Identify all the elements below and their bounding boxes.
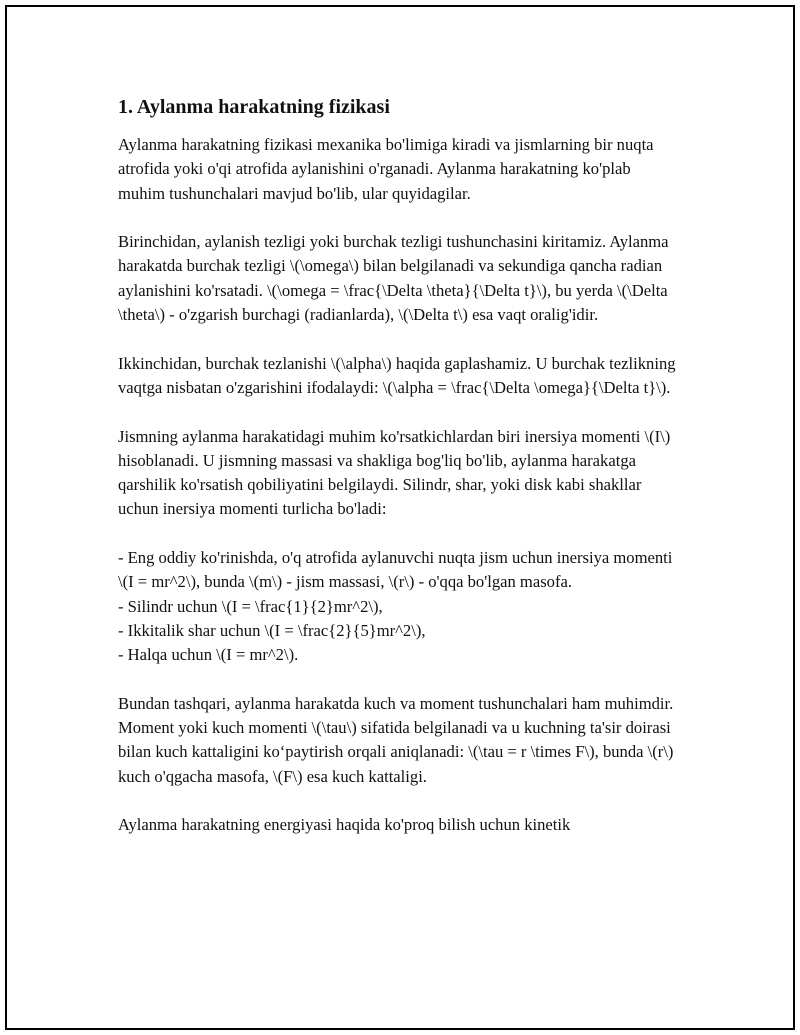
paragraph-angular-acceleration: Ikkinchidan, burchak tezlanishi \(\alpha\) haqida gaplashamiz. U burchak tezlikning vaqtga nisbatan o'zgarishini ifodalaydi: \(\alpha = \frac{\Delta \omega}{\Delta t}\). xyxy=(118,353,676,397)
section-title: 1. Aylanma harakatning fizikasi xyxy=(118,96,390,118)
paragraph-angular-velocity: Birinchidan, aylanish tezligi yoki burchak tezligi tushunchasini kiritamiz. Aylanma harakatda burchak tezligi \(\omega\) bilan belgilanadi va sekundiga qancha radian aylanishini ko'rsatadi. \(\omega = \frac{\Delta \theta}{\Delta t}\), bu yerda \(\Delta \theta\) - o'zgarish burchagi (radianlarda), \(\Delta t\) esa vaqt oralig'idir. xyxy=(118,232,669,325)
list-item: - Halqa uchun \(I = mr^2\). xyxy=(118,645,299,665)
paragraph-intro: Aylanma harakatning fizikasi mexanika bo'limiga kiradi va jismlarning bir nuqta atrofida yoki o'qi atrofida aylanishini o'rganadi. Aylanma harakatning ko'plab muhim tushunchalari mavjud bo'lib, ular quyidagilar. xyxy=(118,135,654,203)
list-item: - Silindr uchun \(I = \frac{1}{2}mr^2\), xyxy=(118,596,383,616)
paragraph-moment-of-inertia: Jismning aylanma harakatidagi muhim ko'rsatkichlardan biri inersiya momenti \(I\) hisoblanadi. U jismning massasi va shakliga bog'liq bo'lib, aylanma harakatga qarshilik ko'rsatish qobiliyatini belgilaydi. Silindr, shar, yoki disk kabi shakllar uchun inersiya momenti turlicha bo'ladi: xyxy=(118,426,671,519)
page-frame xyxy=(5,5,795,1030)
inertia-list xyxy=(118,546,678,667)
list-item: - Eng oddiy ko'rinishda, o'q atrofida aylanuvchi nuqta jism uchun inersiya momenti \(I = mr^2\), bunda \(m\) - jism massasi, \(r\) - o'qqa bo'lgan masofa. xyxy=(118,548,673,592)
paragraph-energy: Aylanma harakatning energiyasi haqida ko'proq bilish uchun kinetik xyxy=(118,815,571,835)
document-body xyxy=(118,93,678,862)
paragraph-torque: Bundan tashqari, aylanma harakatda kuch va moment tushunchalari ham muhimdir. Moment yoki kuch momenti \(\tau\) sifatida belgilanadi va u kuchning ta'sir doirasi bilan kuch kattaligini ko‘paytirish orqali aniqlanadi: \(\tau = r \times F\), bunda \(r\) kuch o'qgacha masofa, \(F\) esa kuch kattaligi. xyxy=(118,693,674,786)
list-item: - Ikkitalik shar uchun \(I = \frac{2}{5}mr^2\), xyxy=(118,620,426,640)
